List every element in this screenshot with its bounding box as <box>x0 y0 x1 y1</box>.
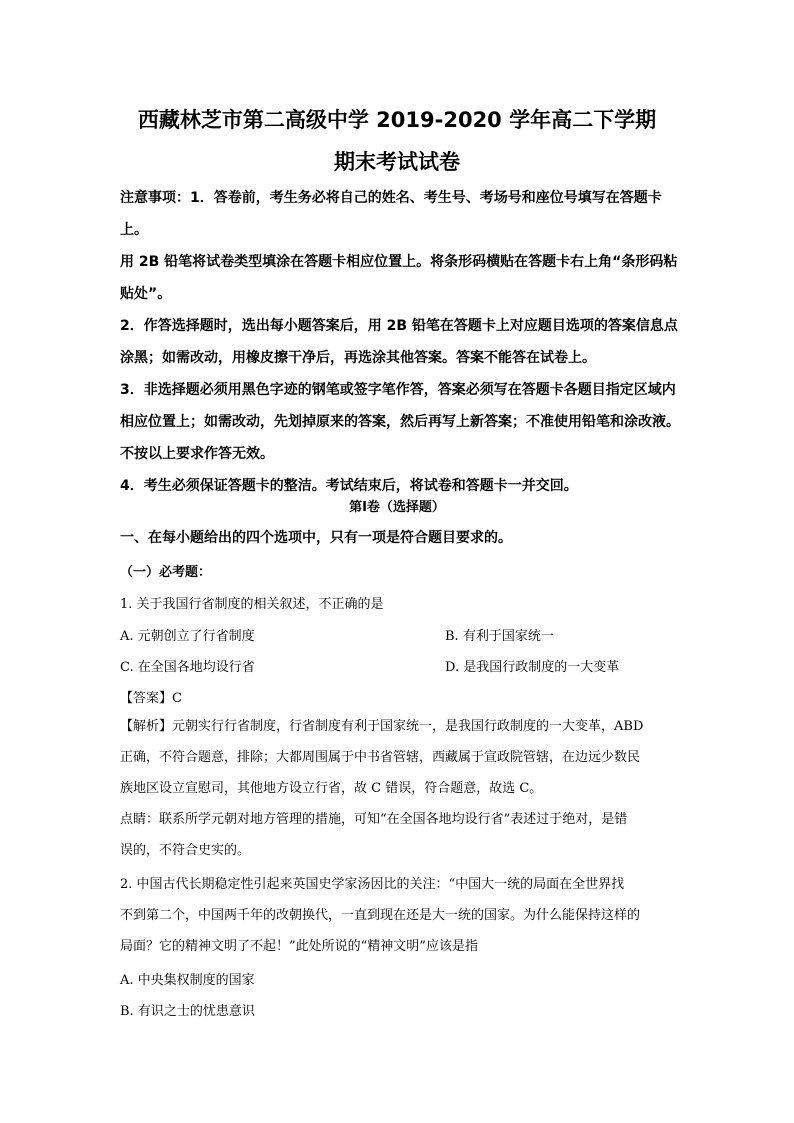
note-line: 2．作答选择题时，选出每小题答案后，用 2B 铅笔在答题卡上对应题目选项的答案信息点 <box>120 318 678 334</box>
exam-title-line2: 期末考试试卷 <box>334 150 460 174</box>
section-instruction: 一、在每小题给出的四个选项中，只有一项是符合题目要求的。 <box>120 530 512 546</box>
analysis-line: 族地区设立宣慰司，其他地方设立行省，故 C 错误，符合题意，故选 C。 <box>120 781 543 796</box>
note-line: 不按以上要求作答无效。 <box>120 446 274 462</box>
question-1-stem: 1. 关于我国行省制度的相关叙述，不正确的是 <box>120 597 384 612</box>
note-line: 用 2B 铅笔将试卷类型填涂在答题卡相应位置上。将条形码横贴在答题卡右上角“条形码粘 <box>120 254 678 270</box>
analysis-line: 点睛：联系所学元朝对地方管理的措施，可知“在全国各地均设行省”表述过于绝对，是错 <box>120 812 628 827</box>
note-line: 相应位置上；如需改动，先划掉原来的答案，然后再写上新答案；不准使用铅笔和涂改液。 <box>120 414 680 430</box>
section-title: 第Ⅰ卷（选择题） <box>349 500 445 515</box>
q2-option-b: B. 有识之士的忧患意识 <box>120 1004 255 1019</box>
q1-option-d: D. 是我国行政制度的一大变革 <box>445 660 620 675</box>
analysis-line: 【解析】元朝实行行省制度，行省制度有利于国家统一，是我国行政制度的一大变革，ABD <box>120 719 644 734</box>
note-line: 3．非选择题必须用黑色字迹的钢笔或签字笔作答，答案必须写在答题卡各题目指定区域内 <box>120 382 676 398</box>
question-2-stem <box>120 869 676 962</box>
q2-stem-line: 2. 中国古代长期稳定性引起来英国史学家汤因比的关注：“中国大一统的局面在全世界找 <box>120 877 625 892</box>
exam-instructions <box>120 182 680 502</box>
q1-analysis <box>120 711 676 866</box>
note-line: 贴处”。 <box>120 286 172 302</box>
q2-option-a: A. 中央集权制度的国家 <box>120 973 255 988</box>
q1-option-c: C. 在全国各地均设行省 <box>120 660 255 675</box>
q1-option-b: B. 有利于国家统一 <box>445 629 554 644</box>
note-line: 涂黑；如需改动，用橡皮擦干净后，再选涂其他答案。答案不能答在试卷上。 <box>120 350 596 366</box>
q1-answer: 【答案】C <box>120 691 182 706</box>
note-line: 注意事项：1．答卷前，考生务必将自己的姓名、考生号、考场号和座位号填写在答题卡上。 <box>120 190 662 238</box>
q1-option-a: A. 元朝创立了行省制度 <box>120 629 255 644</box>
analysis-line: 正确，不符合题意，排除；大都周围属于中书省管辖，西藏属于宣政院管辖，在边远少数民 <box>120 750 641 765</box>
exam-title-line1: 西藏林芝市第二高级中学 2019-2020 学年高二下学期 <box>137 108 657 132</box>
analysis-line: 误的，不符合史实的。 <box>120 843 251 858</box>
note-line: 4．考生必须保证答题卡的整洁。考试结束后，将试卷和答题卡一并交回。 <box>120 478 578 494</box>
subsection-title: （一）必考题： <box>120 565 212 580</box>
q2-stem-line: 不到第二个，中国两千年的改朝换代，一直到现在还是大一统的国家。为什么能保持这样的 <box>120 908 641 923</box>
q2-stem-line: 局面？它的精神文明了不起！”此处所说的“精神文明”应该是指 <box>120 939 478 954</box>
